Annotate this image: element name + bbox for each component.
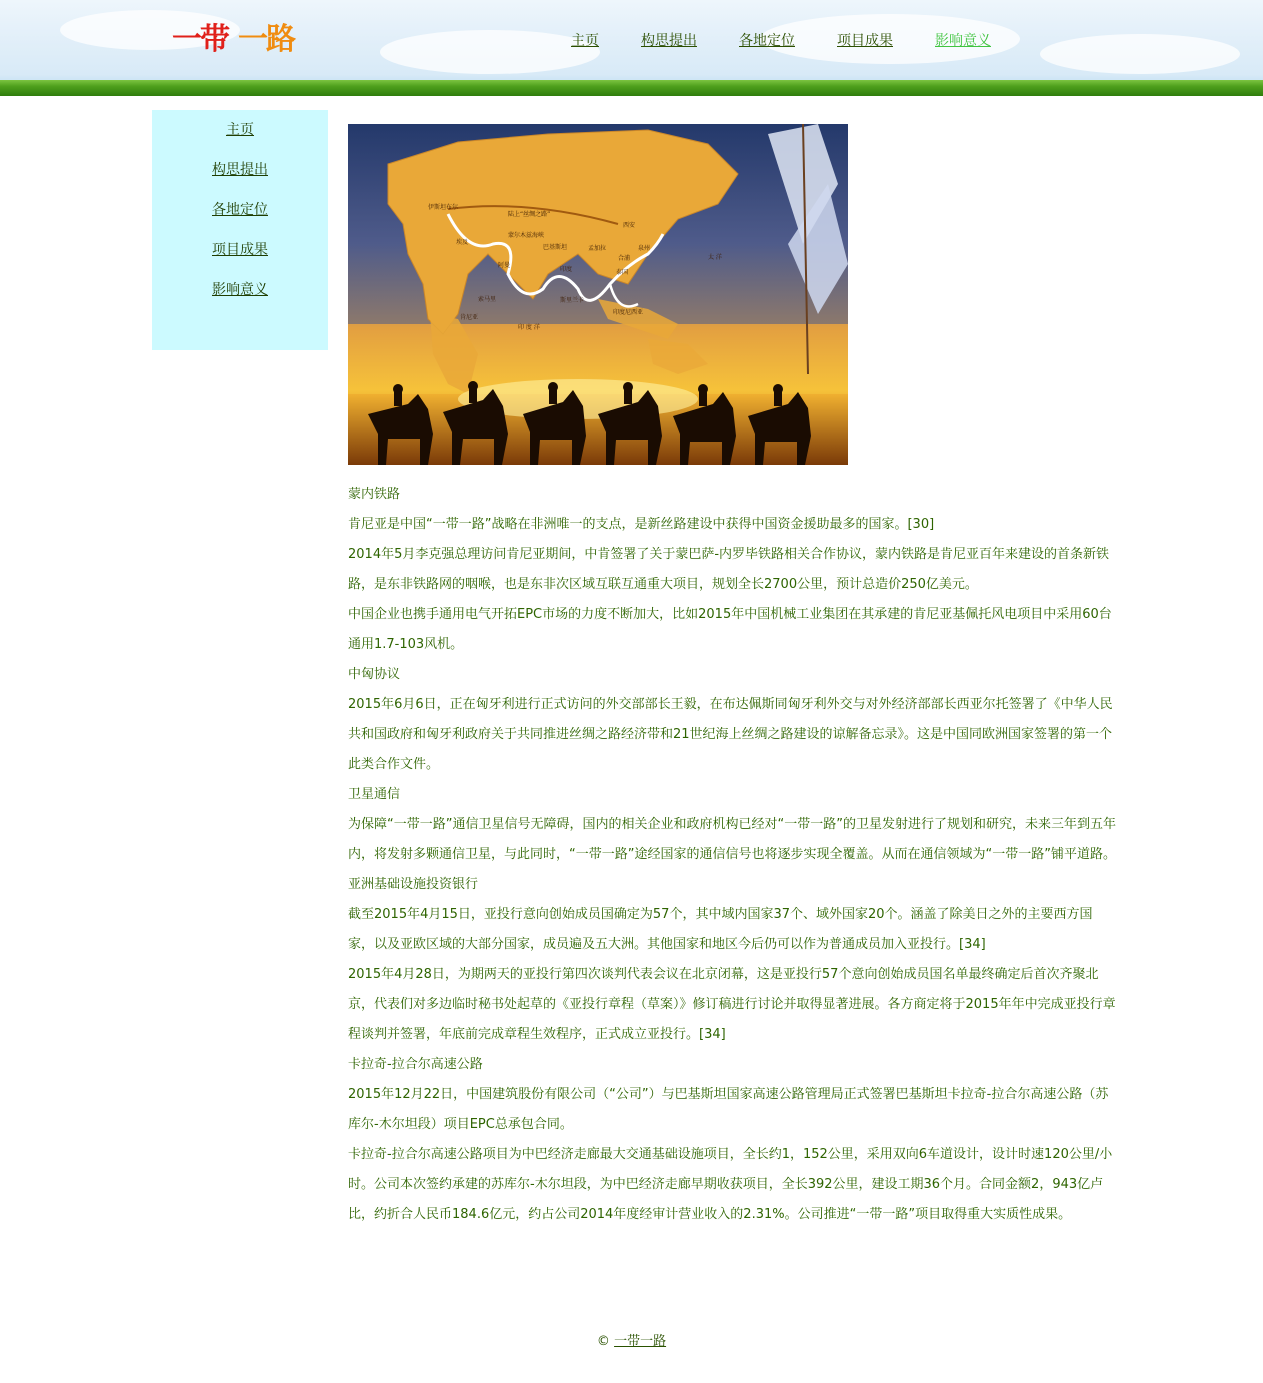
map-label: 印度 bbox=[560, 266, 573, 273]
site-footer bbox=[0, 1330, 1263, 1354]
article-paragraph: 2014年5月李克强总理访问肯尼亚期间，中肯签署了关于蒙巴萨-内罗毕铁路相关合作协议，蒙内铁路是肯尼亚百年来建设的首条新铁路，是东非铁路网的咽喉，也是东非次区域互联互通重大项目，规划全长2700公里，预计总造价250亿美元。 bbox=[348, 547, 1110, 592]
header-grass-band bbox=[0, 80, 1263, 96]
cloud-decoration bbox=[1040, 34, 1240, 74]
logo-part1: 一带 bbox=[172, 22, 228, 57]
map-label: 阿曼 bbox=[498, 262, 511, 269]
map-label: 合浦 bbox=[618, 255, 631, 262]
article-paragraph: 卡拉奇-拉合尔高速公路项目为中巴经济走廊最大交通基础设施项目，全长约1，152公里，采用双向6车道设计，设计时速120公里/小时。公司本次签约承建的苏库尔-木尔坦段，为中巴经济走廊早期收获项目，全长392公里，建设工期36个月。合同金额2，943亿卢比，约折合人民币184.6亿元，约占公司2014年度经审计营业收入的2.31%。公司推进“一带一路”项目取得重大实质性成果。 bbox=[348, 1147, 1113, 1222]
nav-impact[interactable]: 影响意义 bbox=[935, 33, 991, 49]
article-paragraph: 为保障“一带一路”通信卫星信号无障碍，国内的相关企业和政府机构已经对“一带一路”的卫星发射进行了规划和研究，未来三年到五年内，将发射多颗通信卫星，与此同时，“一带一路”途经国家的通信信号也将逐步实现全覆盖。从而在通信领域为“一带一路”铺平道路。 bbox=[348, 817, 1116, 862]
sidebar bbox=[152, 110, 328, 350]
map-label: 巴基斯坦 bbox=[543, 244, 568, 251]
sidebar-item-home[interactable]: 主页 bbox=[226, 122, 254, 138]
hero-image bbox=[348, 124, 848, 465]
site-header bbox=[0, 0, 1263, 96]
sidebar-item-concept[interactable]: 构思提出 bbox=[212, 162, 268, 178]
map-label: 西安 bbox=[623, 222, 636, 229]
map-label: 埃及 bbox=[456, 239, 469, 246]
map-label: 泰国 bbox=[616, 269, 629, 276]
map-label: 肯尼亚 bbox=[460, 314, 479, 321]
article-paragraph: 2015年12月22日，中国建筑股份有限公司（“公司”）与巴基斯坦国家高速公路管理局正式签署巴基斯坦卡拉奇-拉合尔高速公路（苏库尔-木尔坦段）项目EPC总承包合同。 bbox=[348, 1087, 1109, 1132]
footer-link[interactable]: 一带一路 bbox=[614, 1334, 667, 1349]
nav-home[interactable]: 主页 bbox=[571, 33, 599, 49]
map-label: 印 度 洋 bbox=[518, 324, 540, 331]
copyright-symbol: © bbox=[596, 1334, 610, 1349]
section-heading: 亚洲基础设施投资银行 bbox=[348, 877, 479, 892]
logo-part2: 一路 bbox=[238, 22, 294, 57]
map-label: 蒙尔木兹海峡 bbox=[508, 232, 545, 239]
silk-road-map-illustration bbox=[348, 124, 848, 465]
map-label: 泉州 bbox=[638, 245, 651, 252]
site-logo[interactable] bbox=[172, 20, 294, 60]
cloud-decoration bbox=[380, 30, 600, 74]
map-label: 印度尼西亚 bbox=[613, 309, 644, 316]
map-label: 斯里兰卡 bbox=[560, 297, 585, 304]
map-label: 伊斯坦布尔 bbox=[428, 204, 459, 211]
section-heading: 蒙内铁路 bbox=[348, 487, 401, 502]
article-paragraph: 中国企业也携手通用电气开拓EPC市场的力度不断加大，比如2015年中国机械工业集团在其承建的肯尼亚基佩托风电项目中采用60台通用1.7-103风机。 bbox=[348, 607, 1112, 652]
map-label: 孟加拉 bbox=[588, 245, 607, 252]
article-paragraph: 2015年6月6日，正在匈牙利进行正式访问的外交部部长王毅，在布达佩斯同匈牙利外交与对外经济部部长西亚尔托签署了《中华人民共和国政府和匈牙利政府关于共同推进丝绸之路经济带和21世纪海上丝绸之路建设的谅解备忘录》。这是中国同欧洲国家签署的第一个此类合作文件。 bbox=[348, 697, 1113, 772]
nav-results[interactable]: 项目成果 bbox=[837, 33, 893, 49]
map-label: 索马里 bbox=[478, 296, 497, 303]
sidebar-item-positioning[interactable]: 各地定位 bbox=[212, 202, 268, 218]
map-label: 太 洋 bbox=[708, 254, 722, 261]
sidebar-item-results[interactable]: 项目成果 bbox=[212, 242, 268, 258]
sidebar-item-impact[interactable]: 影响意义 bbox=[212, 282, 268, 298]
section-heading: 卡拉奇-拉合尔高速公路 bbox=[348, 1057, 483, 1072]
section-heading: 卫星通信 bbox=[348, 787, 401, 802]
section-heading: 中匈协议 bbox=[348, 667, 401, 682]
article-paragraph: 2015年4月28日，为期两天的亚投行第四次谈判代表会议在北京闭幕，这是亚投行57个意向创始成员国名单最终确定后首次齐聚北京，代表们对多边临时秘书处起草的《亚投行章程（草案）》修订稿进行讨论并取得显著进展。各方商定将于2015年年中完成亚投行章程谈判并签署，年底前完成章程生效程序，正式成立亚投行。[34] bbox=[348, 967, 1116, 1042]
article-paragraph: 截至2015年4月15日，亚投行意向创始成员国确定为57个，其中域内国家37个、域外国家20个。涵盖了除美日之外的主要西方国家，以及亚欧区域的大部分国家，成员遍及五大洲。其他国家和地区今后仍可以作为普通成员加入亚投行。[34] bbox=[348, 907, 1093, 952]
map-label: 陆上“丝绸之路” bbox=[508, 211, 551, 218]
article-body bbox=[348, 480, 1118, 1230]
nav-positioning[interactable]: 各地定位 bbox=[739, 33, 795, 49]
nav-concept[interactable]: 构思提出 bbox=[641, 33, 697, 49]
article-paragraph: 肯尼亚是中国“一带一路”战略在非洲唯一的支点，是新丝路建设中获得中国资金援助最多的国家。[30] bbox=[348, 517, 935, 532]
